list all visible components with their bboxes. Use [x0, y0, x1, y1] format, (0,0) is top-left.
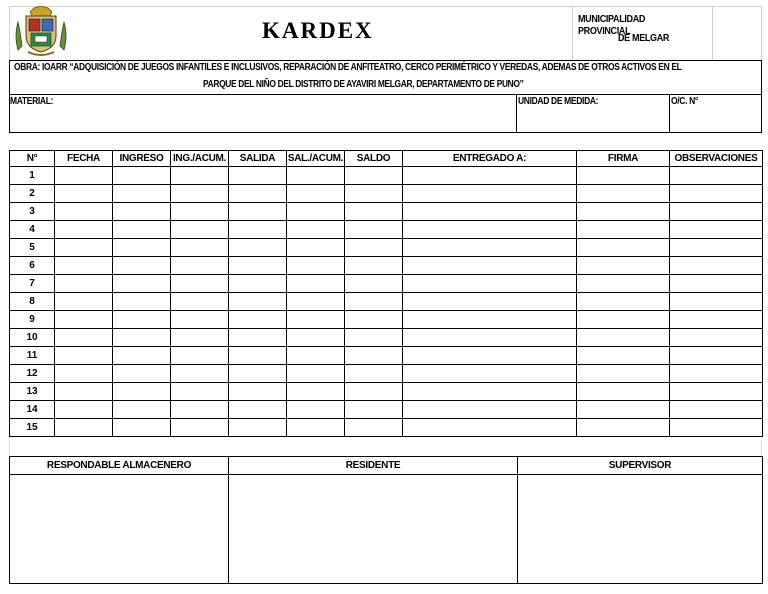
table-cell[interactable] [171, 239, 229, 257]
column-header: FECHA [55, 151, 113, 167]
material-row [9, 94, 762, 133]
table-cell[interactable] [171, 383, 229, 401]
table-cell[interactable] [229, 293, 287, 311]
table-cell[interactable] [670, 167, 763, 185]
table-header-row [10, 151, 763, 167]
table-cell[interactable] [670, 401, 763, 419]
table-cell[interactable] [229, 311, 287, 329]
table-cell[interactable] [670, 257, 763, 275]
table-cell[interactable] [55, 293, 113, 311]
table-cell[interactable] [287, 203, 345, 221]
table-cell[interactable] [287, 275, 345, 293]
table-row [10, 419, 763, 437]
row-number: 3 [10, 203, 55, 221]
table-cell[interactable] [287, 221, 345, 239]
table-cell[interactable] [577, 347, 670, 365]
table-cell[interactable] [670, 365, 763, 383]
table-cell[interactable] [171, 185, 229, 203]
table-cell[interactable] [113, 401, 171, 419]
table-cell[interactable] [55, 401, 113, 419]
unidad-label: UNIDAD DE MEDIDA: [518, 96, 599, 107]
table-cell[interactable] [229, 329, 287, 347]
table-cell[interactable] [113, 383, 171, 401]
table-cell[interactable] [345, 365, 403, 383]
table-cell[interactable] [229, 221, 287, 239]
supervisor-signature-area[interactable] [518, 475, 763, 584]
table-cell[interactable] [229, 383, 287, 401]
table-row [10, 275, 763, 293]
table-cell[interactable] [345, 293, 403, 311]
table-cell[interactable] [403, 221, 577, 239]
material-label: MATERIAL: [10, 96, 54, 107]
table-cell[interactable] [55, 221, 113, 239]
table-cell[interactable] [345, 383, 403, 401]
column-header: ING./ACUM. [171, 151, 229, 167]
table-cell[interactable] [577, 221, 670, 239]
column-header: SALDO [345, 151, 403, 167]
row-number: 13 [10, 383, 55, 401]
obra-line2: PARQUE DEL NIÑO DEL DISTRITO DE AYAVIRI MELGAR, DEPARTAMENTO DE PUNO” [203, 79, 524, 90]
row-number: 8 [10, 293, 55, 311]
header-divider [572, 6, 573, 60]
page-title: KARDEX [262, 18, 374, 43]
residente-signature-area[interactable] [229, 475, 518, 584]
table-cell[interactable] [55, 383, 113, 401]
spacer-row [9, 440, 762, 457]
table-cell[interactable] [55, 347, 113, 365]
table-cell[interactable] [171, 221, 229, 239]
table-cell[interactable] [113, 257, 171, 275]
oc-label: O/C. N° [671, 96, 699, 107]
row-number: 6 [10, 257, 55, 275]
table-cell[interactable] [345, 185, 403, 203]
table-cell[interactable] [229, 185, 287, 203]
table-cell[interactable] [229, 239, 287, 257]
table-cell[interactable] [113, 221, 171, 239]
table-cell[interactable] [403, 329, 577, 347]
table-cell[interactable] [670, 293, 763, 311]
municipal-coat-of-arms-icon [10, 6, 72, 58]
table-cell[interactable] [403, 203, 577, 221]
table-cell[interactable] [55, 203, 113, 221]
table-cell[interactable] [229, 419, 287, 437]
table-row [10, 401, 763, 419]
row-number: 5 [10, 239, 55, 257]
table-row [10, 329, 763, 347]
table-row [10, 239, 763, 257]
table-cell[interactable] [403, 383, 577, 401]
table-cell[interactable] [577, 293, 670, 311]
obra-line1: OBRA: IOARR “ADQUISICIÓN DE JUEGOS INFANTILES E INCLUSIVOS, REPARACIÓN DE ANFITEATRO, CERCO PERIMÉTRICO Y VEREDAS, ADEMAS DE OTROS ACTIVOS EN EL [14, 62, 682, 73]
table-cell[interactable] [670, 311, 763, 329]
table-cell[interactable] [403, 347, 577, 365]
row-number: 4 [10, 221, 55, 239]
table-cell[interactable] [577, 383, 670, 401]
table-cell[interactable] [113, 311, 171, 329]
table-cell[interactable] [171, 311, 229, 329]
table-cell[interactable] [229, 257, 287, 275]
table-cell[interactable] [287, 383, 345, 401]
table-cell[interactable] [55, 185, 113, 203]
row-number: 9 [10, 311, 55, 329]
table-cell[interactable] [403, 185, 577, 203]
table-cell[interactable] [345, 257, 403, 275]
table-cell[interactable] [403, 293, 577, 311]
table-cell[interactable] [577, 401, 670, 419]
table-cell[interactable] [345, 329, 403, 347]
table-cell[interactable] [670, 239, 763, 257]
signature-table [9, 456, 763, 584]
table-cell[interactable] [345, 221, 403, 239]
table-cell[interactable] [403, 167, 577, 185]
column-header: INGRESO [113, 151, 171, 167]
table-cell[interactable] [171, 203, 229, 221]
kardex-table [9, 150, 763, 437]
row-number: 12 [10, 365, 55, 383]
table-cell[interactable] [171, 365, 229, 383]
table-cell[interactable] [670, 185, 763, 203]
table-cell[interactable] [55, 239, 113, 257]
table-cell[interactable] [403, 239, 577, 257]
row-number: 7 [10, 275, 55, 293]
row-number: 1 [10, 167, 55, 185]
table-cell[interactable] [113, 167, 171, 185]
table-row [10, 185, 763, 203]
table-row [10, 221, 763, 239]
column-header: OBSERVACIONES [670, 151, 763, 167]
table-row [10, 203, 763, 221]
table-cell[interactable] [577, 329, 670, 347]
table-cell[interactable] [55, 419, 113, 437]
material-divider [516, 94, 517, 133]
table-cell[interactable] [287, 293, 345, 311]
table-cell[interactable] [113, 365, 171, 383]
table-cell[interactable] [171, 347, 229, 365]
table-cell[interactable] [403, 257, 577, 275]
table-row [10, 365, 763, 383]
table-cell[interactable] [229, 347, 287, 365]
table-cell[interactable] [577, 203, 670, 221]
table-cell[interactable] [55, 329, 113, 347]
table-row [10, 347, 763, 365]
table-cell[interactable] [287, 347, 345, 365]
table-cell[interactable] [287, 419, 345, 437]
table-cell[interactable] [577, 365, 670, 383]
row-number: 11 [10, 347, 55, 365]
table-cell[interactable] [113, 239, 171, 257]
table-cell[interactable] [171, 257, 229, 275]
table-cell[interactable] [229, 167, 287, 185]
table-cell[interactable] [113, 203, 171, 221]
supervisor-header: SUPERVISOR [518, 457, 763, 475]
table-cell[interactable] [287, 365, 345, 383]
table-cell[interactable] [171, 329, 229, 347]
table-cell[interactable] [670, 203, 763, 221]
table-cell[interactable] [113, 329, 171, 347]
table-cell[interactable] [55, 311, 113, 329]
table-cell[interactable] [55, 365, 113, 383]
table-cell[interactable] [345, 239, 403, 257]
table-cell[interactable] [229, 275, 287, 293]
table-cell[interactable] [55, 167, 113, 185]
table-cell[interactable] [403, 401, 577, 419]
table-cell[interactable] [287, 185, 345, 203]
table-cell[interactable] [287, 167, 345, 185]
table-cell[interactable] [670, 329, 763, 347]
table-cell[interactable] [345, 401, 403, 419]
row-number: 15 [10, 419, 55, 437]
table-cell[interactable] [287, 257, 345, 275]
table-cell[interactable] [287, 401, 345, 419]
table-cell[interactable] [577, 167, 670, 185]
column-header: SALIDA [229, 151, 287, 167]
table-cell[interactable] [670, 347, 763, 365]
table-cell[interactable] [171, 419, 229, 437]
table-row [10, 167, 763, 185]
table-cell[interactable] [670, 383, 763, 401]
header-divider-right [712, 6, 713, 60]
table-cell[interactable] [403, 365, 577, 383]
table-cell[interactable] [577, 239, 670, 257]
table-row [10, 257, 763, 275]
row-number: 10 [10, 329, 55, 347]
table-cell[interactable] [171, 293, 229, 311]
column-header: ENTREGADO A: [403, 151, 577, 167]
table-cell[interactable] [55, 275, 113, 293]
table-cell[interactable] [403, 419, 577, 437]
table-cell[interactable] [403, 275, 577, 293]
municipality-line1: MUNICIPALIDAD PROVINCIAL [578, 13, 646, 37]
table-cell[interactable] [113, 347, 171, 365]
table-cell[interactable] [403, 311, 577, 329]
table-row [10, 383, 763, 401]
table-cell[interactable] [113, 185, 171, 203]
table-cell[interactable] [577, 419, 670, 437]
table-cell[interactable] [171, 401, 229, 419]
table-cell[interactable] [229, 401, 287, 419]
table-cell[interactable] [345, 419, 403, 437]
table-cell[interactable] [670, 275, 763, 293]
table-cell[interactable] [345, 311, 403, 329]
oc-divider [669, 94, 670, 133]
column-header: N° [10, 151, 55, 167]
table-cell[interactable] [287, 239, 345, 257]
almacenero-signature-area[interactable] [10, 475, 229, 584]
table-cell[interactable] [345, 203, 403, 221]
table-cell[interactable] [345, 347, 403, 365]
almacenero-header: RESPONDABLE ALMACENERO [10, 457, 229, 475]
table-cell[interactable] [345, 275, 403, 293]
column-header: SAL./ACUM. [287, 151, 345, 167]
table-cell[interactable] [577, 257, 670, 275]
table-cell[interactable] [113, 419, 171, 437]
residente-header: RESIDENTE [229, 457, 518, 475]
table-cell[interactable] [345, 167, 403, 185]
table-cell[interactable] [229, 203, 287, 221]
table-cell[interactable] [229, 365, 287, 383]
coat-of-arms-graphic [10, 6, 72, 58]
table-cell[interactable] [577, 311, 670, 329]
table-cell[interactable] [171, 275, 229, 293]
table-cell[interactable] [113, 275, 171, 293]
table-cell[interactable] [670, 221, 763, 239]
table-cell[interactable] [113, 293, 171, 311]
table-cell[interactable] [577, 275, 670, 293]
row-number: 14 [10, 401, 55, 419]
table-row [10, 311, 763, 329]
table-cell[interactable] [287, 311, 345, 329]
table-cell[interactable] [287, 329, 345, 347]
table-cell[interactable] [670, 419, 763, 437]
table-cell[interactable] [171, 167, 229, 185]
table-cell[interactable] [577, 185, 670, 203]
row-number: 2 [10, 185, 55, 203]
table-cell[interactable] [55, 257, 113, 275]
column-header: FIRMA [577, 151, 670, 167]
table-row [10, 293, 763, 311]
municipality-line2: DE MELGAR [618, 32, 670, 44]
